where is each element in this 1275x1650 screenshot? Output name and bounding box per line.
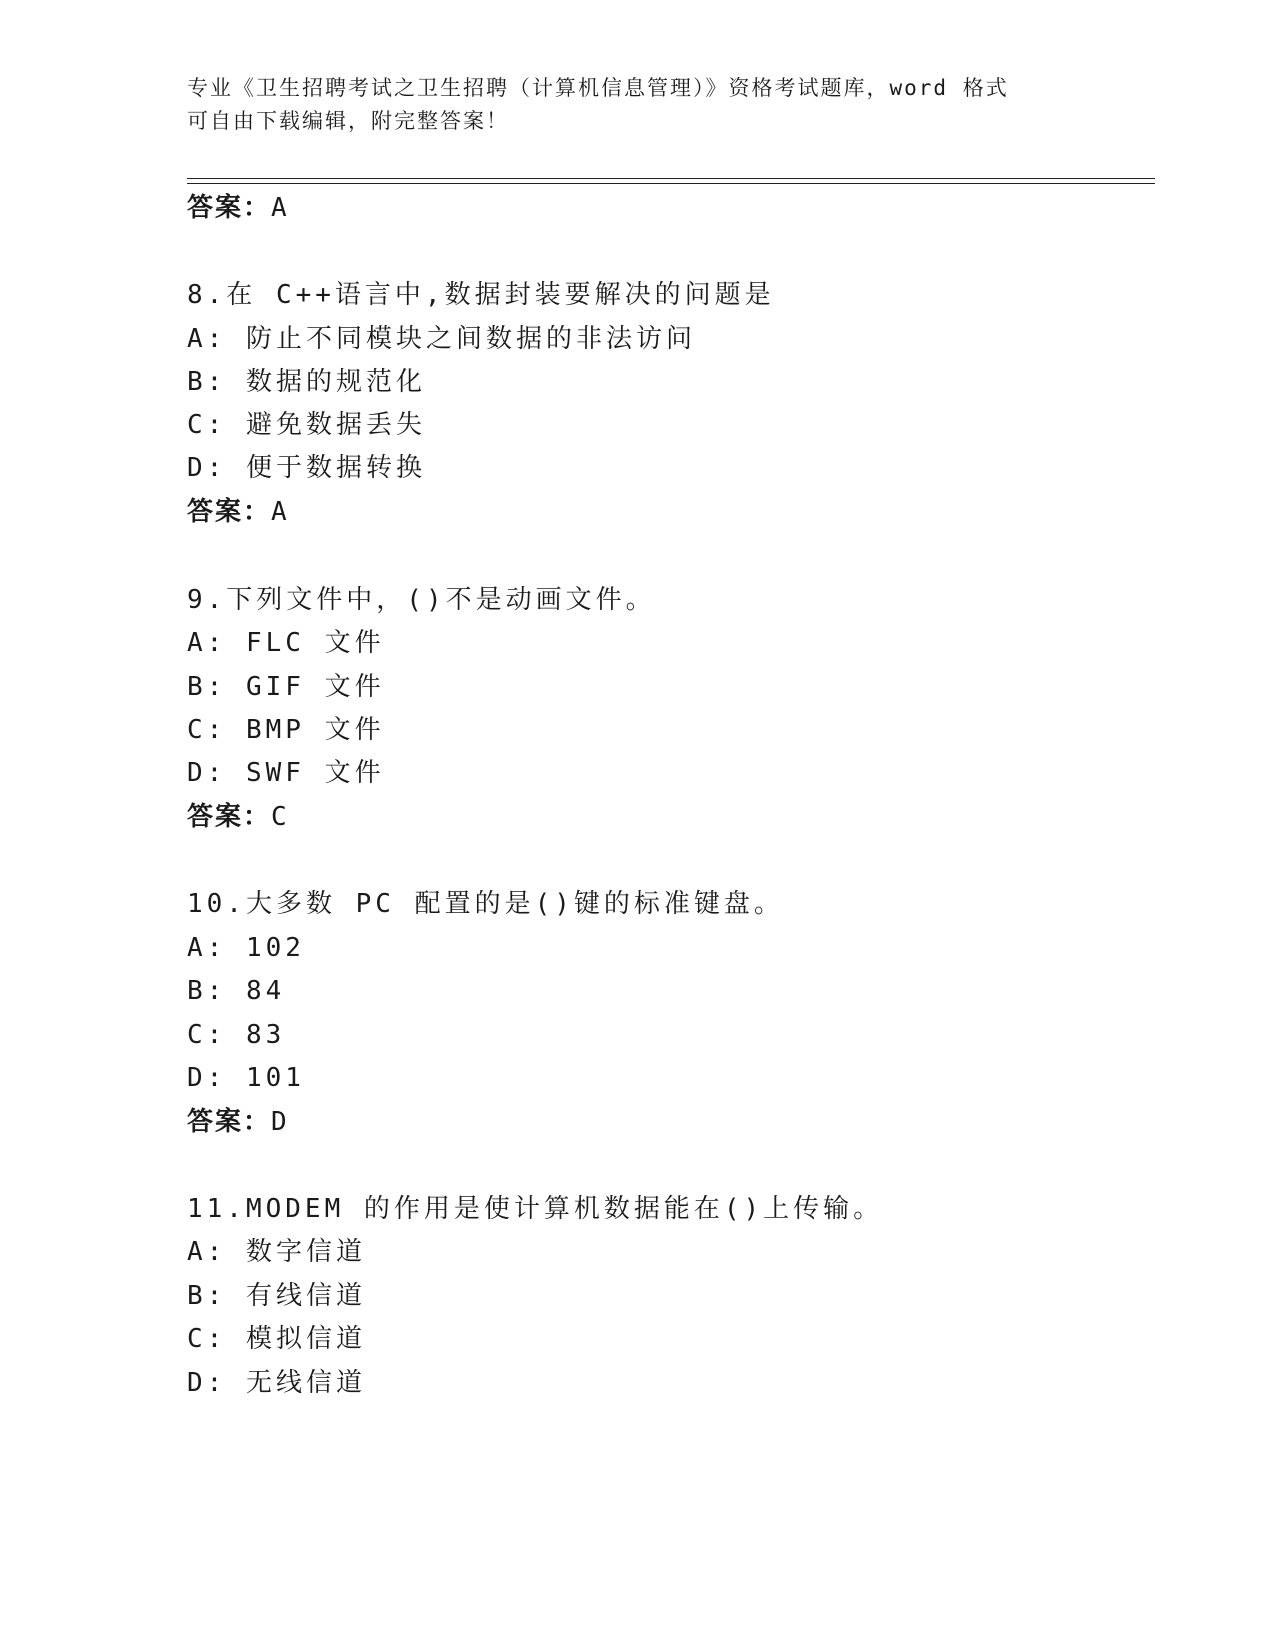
question-9-text: 9.下列文件中，()不是动画文件。 (187, 585, 656, 615)
answer-value: D (271, 1107, 289, 1137)
header-line-2: 可自由下载编辑，附完整答案！ (187, 109, 509, 133)
answer-line (187, 192, 289, 224)
question-9-option-b: B: GIF 文件 (187, 672, 385, 702)
question-10-option-b: B: 84 (187, 976, 286, 1006)
question-9-option-d: D: SWF 文件 (187, 758, 385, 788)
question-8-option-c: C: 避免数据丢失 (187, 410, 426, 440)
answer-label: 答案： (187, 1107, 272, 1137)
answer-label: 答案： (187, 193, 272, 223)
answer-label: 答案： (187, 802, 272, 832)
question-8-option-a: A: 防止不同模块之间数据的非法访问 (187, 324, 696, 354)
question-11-option-a: A: 数字信道 (187, 1237, 366, 1267)
answer-value: A (271, 193, 289, 223)
question-10-option-a: A: 102 (187, 933, 305, 963)
question-10-option-d: D: 101 (187, 1063, 305, 1093)
question-11-option-d: D: 无线信道 (187, 1368, 366, 1398)
question-8-option-b: B: 数据的规范化 (187, 367, 426, 397)
header-divider-thin (187, 183, 1155, 184)
question-9-option-a: A: FLC 文件 (187, 628, 385, 658)
question-10-answer (187, 1106, 289, 1138)
answer-value: C (271, 802, 289, 832)
document-header (187, 72, 1067, 138)
question-11-option-b: B: 有线信道 (187, 1281, 366, 1311)
question-8-option-d: D: 便于数据转换 (187, 453, 426, 483)
answer-label: 答案： (187, 497, 272, 527)
header-line-1: 专业《卫生招聘考试之卫生招聘（计算机信息管理）》资格考试题库，word 格式 (187, 76, 1009, 100)
header-divider-thick (187, 178, 1155, 179)
answer-value: A (271, 497, 289, 527)
question-8-answer (187, 496, 289, 528)
question-11-text: 11.MODEM 的作用是使计算机数据能在()上传输。 (187, 1194, 884, 1224)
question-9-answer (187, 801, 289, 833)
question-11-option-c: C: 模拟信道 (187, 1324, 366, 1354)
question-10-option-c: C: 83 (187, 1020, 286, 1050)
question-10-text: 10.大多数 PC 配置的是()键的标准键盘。 (187, 889, 784, 919)
question-8-text: 8.在 C++语言中,数据封装要解决的问题是 (187, 280, 775, 310)
question-9-option-c: C: BMP 文件 (187, 715, 385, 745)
